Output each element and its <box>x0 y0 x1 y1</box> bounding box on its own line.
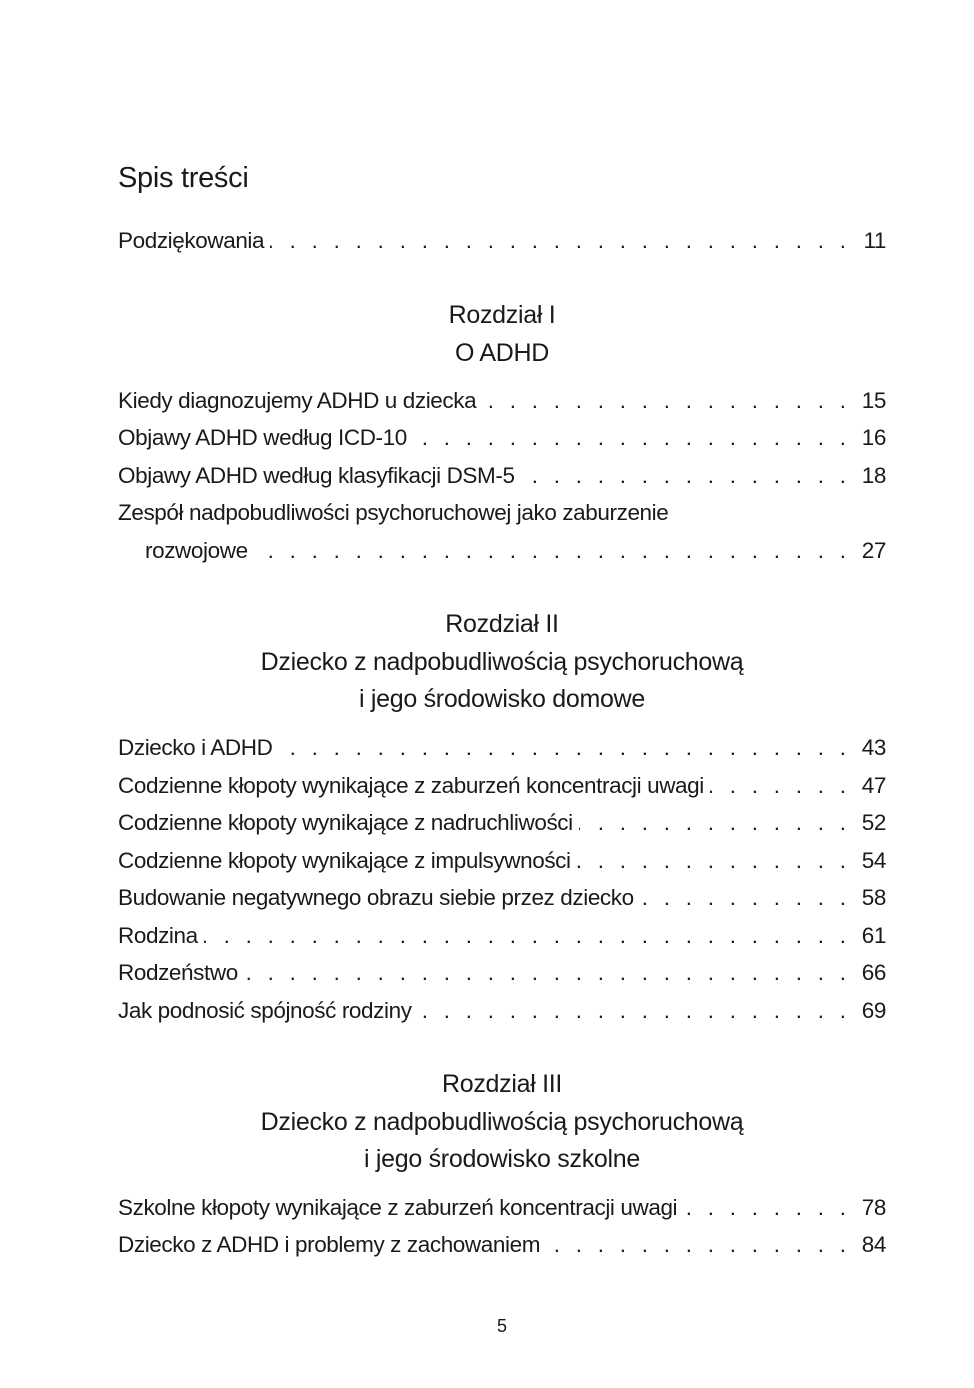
toc-entry-label: Dziecko z ADHD i problemy z zachowaniem <box>118 1232 541 1257</box>
chapter-heading-1 <box>0 297 974 372</box>
page-title: Spis treści <box>118 162 249 194</box>
chapter-number: Rozdział III <box>441 1070 563 1098</box>
chapter-title-line: Dziecko z nadpobudliwością psychoruchową <box>260 1107 744 1136</box>
toc-entry[interactable] <box>118 848 886 882</box>
dot-leader <box>482 388 846 414</box>
toc-entry[interactable] <box>118 1195 886 1229</box>
page-number: 5 <box>496 1316 507 1336</box>
toc-entry-label: Szkolne kłopoty wynikające z zaburzeń koncentracji uwagi <box>118 1195 678 1220</box>
toc-entry[interactable] <box>118 810 886 844</box>
toc-entry-page: 16 <box>861 425 886 450</box>
toc-entry-label-line1: Zespół nadpobudliwości psychoruchowej jako zaburzenie <box>118 500 669 525</box>
toc-entry-page: 18 <box>861 463 886 488</box>
toc-entry-wrapped-line[interactable] <box>118 500 886 534</box>
toc-entry[interactable] <box>118 998 886 1032</box>
dot-leader <box>577 848 846 874</box>
toc-entry-label: Dziecko i ADHD <box>118 735 273 760</box>
toc-entry-label: rozwojowe <box>145 538 248 563</box>
toc-entry-label: Objawy ADHD według ICD-10 <box>118 425 407 450</box>
toc-entry[interactable] <box>118 773 886 807</box>
toc-entry-label: Kiedy diagnozujemy ADHD u dziecka <box>118 388 477 413</box>
toc-entry-page: 61 <box>861 923 886 948</box>
toc-entry-page: 66 <box>861 960 886 985</box>
toc-entry-page: 84 <box>861 1232 886 1257</box>
toc-entry[interactable] <box>118 228 886 262</box>
toc-entry-label: Rodzina <box>118 923 198 948</box>
dot-leader <box>270 228 846 254</box>
toc-entry-page: 11 <box>863 228 886 253</box>
dot-leader <box>204 923 846 949</box>
toc-entry[interactable] <box>118 463 886 497</box>
toc-entry-label: Objawy ADHD według klasyfikacji DSM-5 <box>118 463 515 488</box>
dot-leader <box>244 960 846 986</box>
chapter-title-line: i jego środowisko szkolne <box>364 1145 640 1173</box>
toc-entry[interactable] <box>118 388 886 422</box>
toc-entry[interactable] <box>118 960 886 994</box>
dot-leader <box>278 735 846 761</box>
chapter-heading-2 <box>0 606 974 719</box>
toc-entry-label: Budowanie negatywnego obrazu siebie przez dziecko <box>118 885 634 910</box>
toc-entry-label: Codzienne kłopoty wynikające z zaburzeń koncentracji uwagi <box>118 773 704 798</box>
toc-entry-page: 43 <box>861 735 886 760</box>
toc-entry-page: 27 <box>861 538 886 563</box>
chapter-number: Rozdział II <box>445 610 559 638</box>
toc-entry-page: 52 <box>861 810 886 835</box>
dot-leader <box>710 773 846 799</box>
toc-entry[interactable] <box>118 538 886 572</box>
toc-entry-label: Jak podnosić spójność rodziny <box>118 998 412 1023</box>
toc-entry-page: 78 <box>861 1195 886 1220</box>
dot-leader <box>640 885 846 911</box>
dot-leader <box>413 425 846 451</box>
toc-entry-page: 54 <box>861 848 886 873</box>
chapter-title-line: O ADHD <box>454 338 550 367</box>
toc-entry-page: 69 <box>861 998 886 1023</box>
chapter-title-line: Dziecko z nadpobudliwością psychoruchową <box>260 647 744 676</box>
dot-leader <box>254 538 846 564</box>
toc-entry[interactable] <box>118 923 886 957</box>
dot-leader <box>418 998 846 1024</box>
chapter-number: Rozdział I <box>448 301 556 329</box>
chapter-heading-3 <box>0 1066 974 1179</box>
dot-leader <box>546 1232 846 1258</box>
toc-entry-label: Codzienne kłopoty wynikające z nadruchliwości <box>118 810 573 835</box>
toc-entry[interactable] <box>118 1232 886 1266</box>
toc-entry-page: 47 <box>861 773 886 798</box>
toc-entry-label: Podziękowania <box>118 228 265 253</box>
toc-entry[interactable] <box>118 735 886 769</box>
toc-entry-label: Rodzeństwo <box>118 960 238 985</box>
dot-leader <box>579 810 846 836</box>
toc-entry-page: 58 <box>861 885 886 910</box>
dot-leader <box>521 463 846 489</box>
dot-leader <box>683 1195 846 1221</box>
toc-entry[interactable] <box>118 425 886 459</box>
toc-entry-page: 15 <box>861 388 886 413</box>
chapter-title-line: i jego środowisko domowe <box>358 685 645 713</box>
toc-entry[interactable] <box>118 885 886 919</box>
toc-entry-label: Codzienne kłopoty wynikające z impulsywności <box>118 848 571 873</box>
